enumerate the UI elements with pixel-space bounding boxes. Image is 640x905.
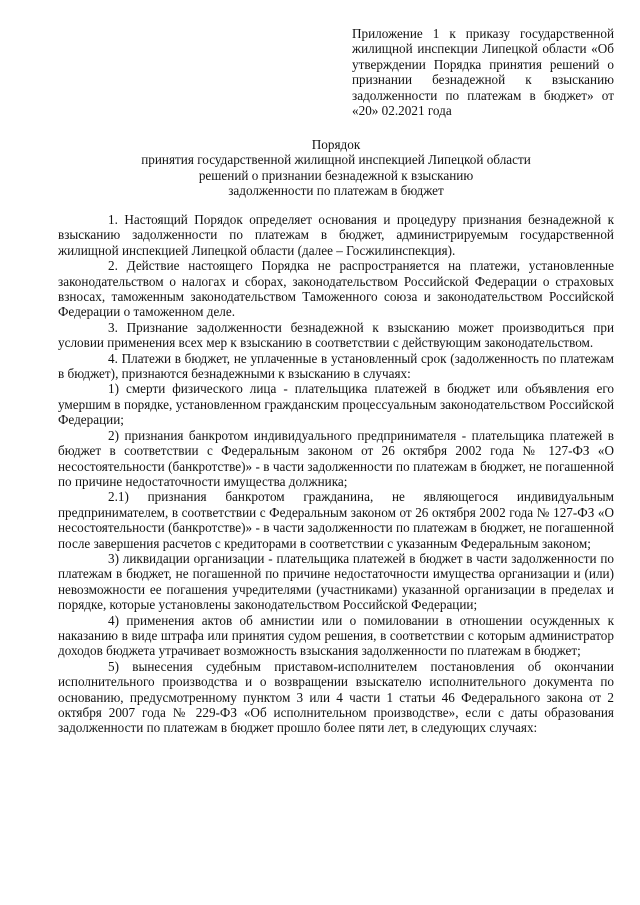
title-line: решений о признании безнадежной к взысканию xyxy=(198,167,474,183)
document-body xyxy=(58,212,614,736)
paragraph-4: 4. Платежи в бюджет, не уплаченные в установленный срок (задолженность по платежам в бюджет), признаются безнадежными к взысканию в случаях: xyxy=(58,350,614,382)
list-item-2-1: 2.1) признания банкротом гражданина, не являющегося индивидуальным предпринимателем, в соответствии с Федеральным законом от 26 октября 2002 года № 127-ФЗ «О несостоятельности (банкротстве)» - в части задолженности по платежам в бюджет, не погашенной после завершения расчетов с кредиторами в соответствии с указанным Федеральным законом; xyxy=(58,489,614,551)
document-title xyxy=(58,137,614,199)
list-item-5: 5) вынесения судебным приставом-исполнителем постановления об окончании исполнительного производства и о возвращении взыскателю исполнительного документа по основанию, предусмотренному пунктом 3 или 4 части 1 статьи 46 Федерального закона от 2 октября 2007 года № 229-ФЗ «Об исполнительном производстве», если с даты образования задолженности по платежам в бюджет прошло более пяти лет, в следующих случаях: xyxy=(58,658,614,736)
title-line: задолженности по платежам в бюджет xyxy=(228,183,444,199)
title-line: Порядок xyxy=(311,137,361,152)
appendix-header: Приложение 1 к приказу государственной жилищной инспекции Липецкой области «Об утверждении Порядка принятия решений о признании безнадежной к взысканию задолженности по платежам в бюджет» от «20» 02.2021 года xyxy=(352,26,614,119)
list-item-4: 4) применения актов об амнистии или о помиловании в отношении осужденных к наказанию в виде штрафа или принятия судом решения, в соответствии с которым администратор доходов бюджета утрачивает возможность взыскания задолженности по платежам в бюджет; xyxy=(58,612,614,659)
paragraph-2: 2. Действие настоящего Порядка не распространяется на платежи, установленные законодательством о налогах и сборах, законодательством Российской Федерации о страховых взносах, таможенным законодательством Таможенного союза и законодательством Российской Федерации о таможенном деле. xyxy=(58,258,614,320)
list-item-3: 3) ликвидации организации - плательщика платежей в бюджет в части задолженности по платежам в бюджет, не погашенной по причине недостаточности имущества организации и (или) невозможности ее погашения учредителями (участниками) указанной организации в пределах и порядке, которые установлены законодательством Российской Федерации; xyxy=(58,550,614,613)
paragraph-3: 3. Признание задолженности безнадежной к взысканию может производиться при условии применения всех мер к взысканию в соответствии с действующим законодательством. xyxy=(58,319,614,351)
list-item-2: 2) признания банкротом индивидуального предпринимателя - плательщика платежей в бюджет в соответствии с Федеральным законом от 26 октября 2002 года № 127-ФЗ «О несостоятельности (банкротстве)» - в части задолженности по платежам в бюджет, не погашенной по причине недостаточности имущества должника; xyxy=(58,427,614,489)
paragraph-1: 1. Настоящий Порядок определяет основания и процедуру признания безнадежной к взысканию задолженности по платежам в бюджет, администрируемым государственной жилищной инспекцией Липецкой области (далее – Госжилинспекция). xyxy=(58,212,614,258)
title-line: принятия государственной жилищной инспекцией Липецкой области xyxy=(141,152,531,168)
list-item-1: 1) смерти физического лица - плательщика платежей в бюджет или объявления его умершим в порядке, установленном гражданским процессуальным законодательством Российской Федерации; xyxy=(58,381,614,428)
